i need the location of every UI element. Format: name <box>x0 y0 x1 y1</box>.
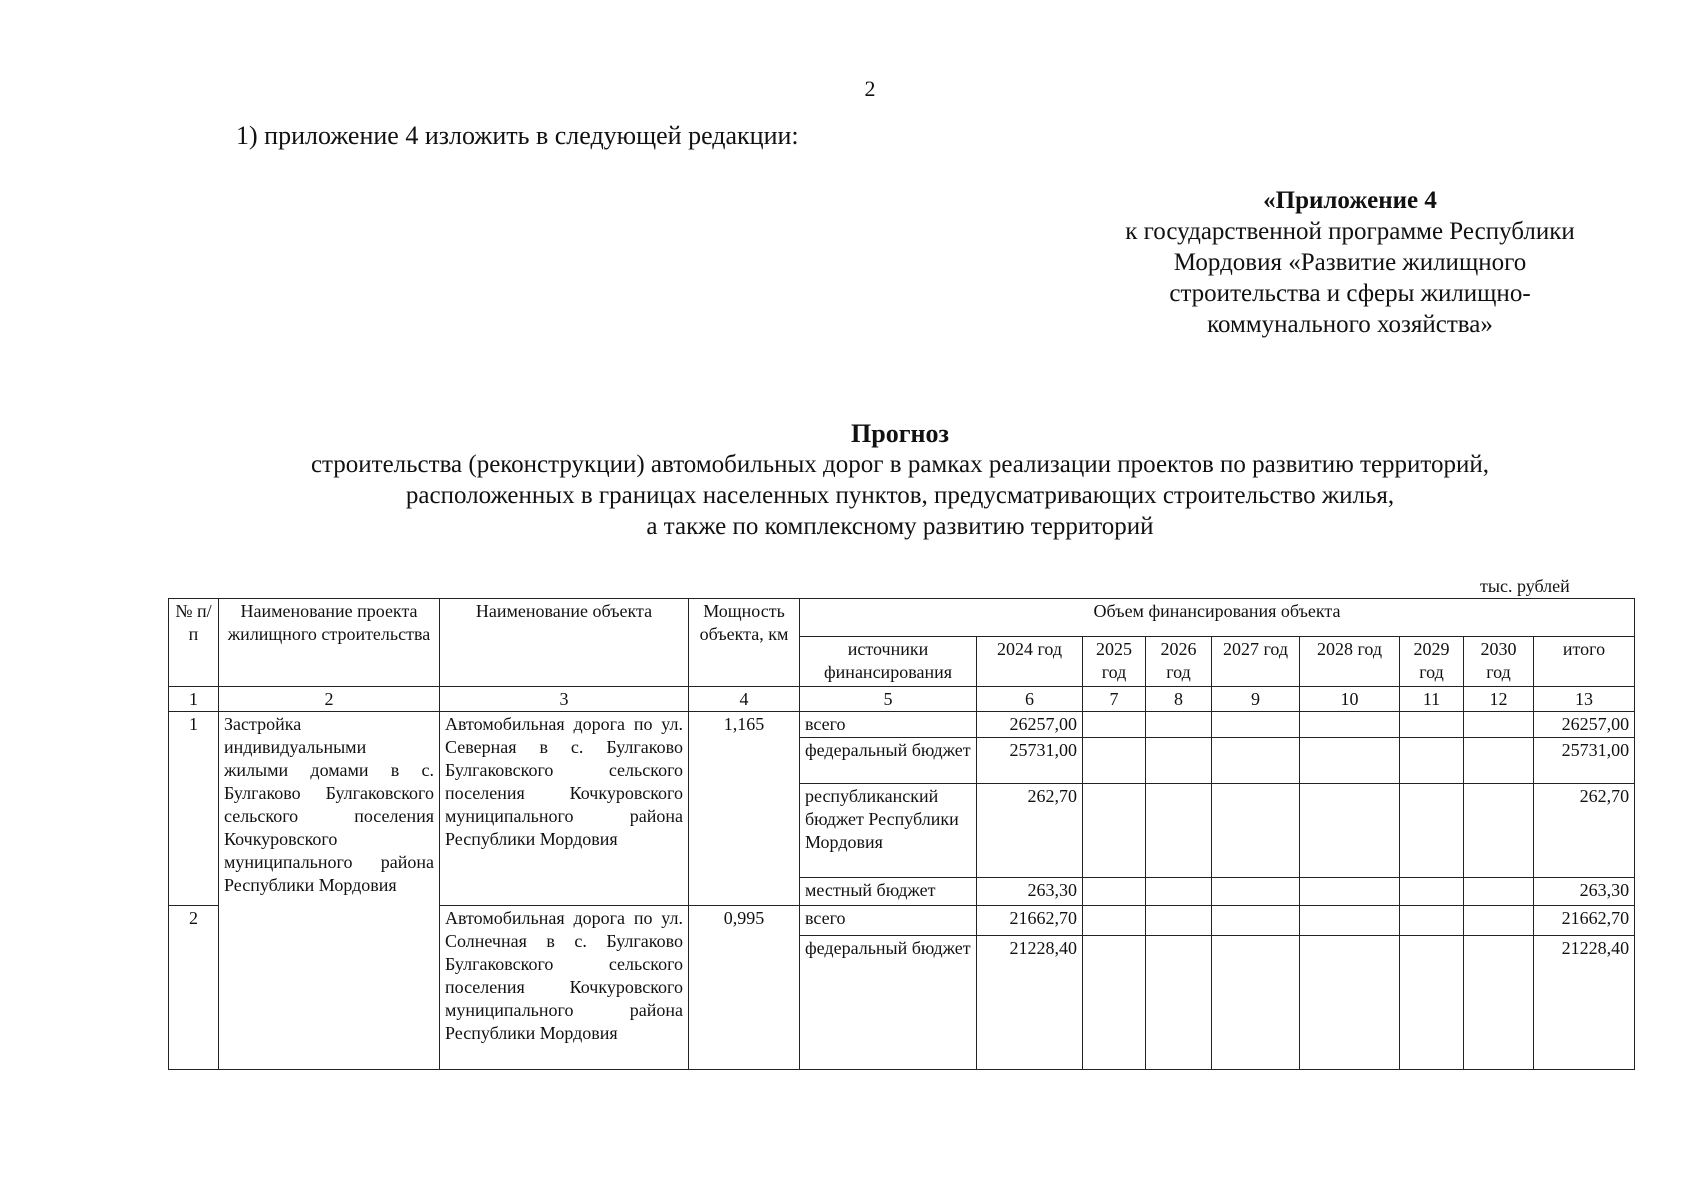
object-num: 1 <box>169 712 219 906</box>
appendix-line: коммунального хозяйства» <box>1207 311 1493 338</box>
header-total: итого <box>1534 637 1635 687</box>
column-number: 4 <box>689 687 800 712</box>
appendix-line: Мордовия «Развитие жилищного <box>1173 249 1527 276</box>
value-2027 <box>1212 738 1300 784</box>
value-2024: 262,70 <box>977 784 1083 878</box>
header-sources: источники финансирования <box>800 637 977 687</box>
value-total: 25731,00 <box>1534 738 1635 784</box>
document-heading <box>200 418 1600 542</box>
value-2029 <box>1400 712 1464 738</box>
object-num: 2 <box>169 906 219 1070</box>
funding-source: всего <box>800 906 977 936</box>
column-number: 9 <box>1212 687 1300 712</box>
value-2026 <box>1146 784 1212 878</box>
value-2027 <box>1212 878 1300 906</box>
value-2025 <box>1083 712 1146 738</box>
header-2028: 2028 год <box>1300 637 1400 687</box>
value-2025 <box>1083 936 1146 1070</box>
object-name: Автомобильная дорога по ул. Солнечная в с. Булгаково Булгаковского сельского поселения Кочкуровского муниципального района Республики Мордовия <box>440 906 689 1070</box>
value-2029 <box>1400 936 1464 1070</box>
value-2030 <box>1464 878 1534 906</box>
column-number: 3 <box>440 687 689 712</box>
value-2028 <box>1300 784 1400 878</box>
funding-source: всего <box>800 712 977 738</box>
column-number: 11 <box>1400 687 1464 712</box>
header-2030: 2030 год <box>1464 637 1534 687</box>
object-capacity: 0,995 <box>689 906 800 1070</box>
value-2027 <box>1212 784 1300 878</box>
column-number: 13 <box>1534 687 1635 712</box>
value-2024: 25731,00 <box>977 738 1083 784</box>
column-number: 7 <box>1083 687 1146 712</box>
column-number: 10 <box>1300 687 1400 712</box>
value-2029 <box>1400 784 1464 878</box>
object-capacity: 1,165 <box>689 712 800 906</box>
value-2030 <box>1464 712 1534 738</box>
heading-line: расположенных в границах населенных пунктов, предусматривающих строительство жилья, <box>405 482 1395 509</box>
column-number: 2 <box>219 687 440 712</box>
column-number: 12 <box>1464 687 1534 712</box>
appendix-line: строительства и сферы жилищно- <box>1169 280 1531 307</box>
header-2027: 2027 год <box>1212 637 1300 687</box>
intro-text: 1) приложение 4 изложить в следующей редакции: <box>236 121 799 150</box>
unit-label: тыс. рублей <box>1480 576 1570 596</box>
header-capacity: Мощность объекта, км <box>689 599 800 687</box>
column-number: 1 <box>169 687 219 712</box>
appendix-title: «Приложение 4 <box>1263 187 1437 214</box>
value-2030 <box>1464 906 1534 936</box>
value-2030 <box>1464 738 1534 784</box>
appendix-line: к государственной программе Республики <box>1125 218 1575 245</box>
value-total: 263,30 <box>1534 878 1635 906</box>
heading-title: Прогноз <box>851 419 949 448</box>
value-2030 <box>1464 784 1534 878</box>
value-2026 <box>1146 878 1212 906</box>
value-2025 <box>1083 784 1146 878</box>
funding-source: федеральный бюджет <box>800 936 977 1070</box>
project-name: Застройка индивидуальными жилыми домами в с. Булгаково Булгаковского сельского поселения Кочкуровского муниципального района Республики Мордовия <box>219 712 440 1070</box>
value-2026 <box>1146 738 1212 784</box>
page-number: 2 <box>864 76 876 101</box>
funding-source: республиканский бюджет Республики Мордовия <box>800 784 977 878</box>
value-2029 <box>1400 878 1464 906</box>
value-total: 26257,00 <box>1534 712 1635 738</box>
value-2024: 26257,00 <box>977 712 1083 738</box>
funding-source: местный бюджет <box>800 878 977 906</box>
value-2025 <box>1083 878 1146 906</box>
header-row <box>169 599 1635 637</box>
header-2024: 2024 год <box>977 637 1083 687</box>
value-2029 <box>1400 906 1464 936</box>
value-2027 <box>1212 936 1300 1070</box>
value-2027 <box>1212 712 1300 738</box>
value-2026 <box>1146 906 1212 936</box>
value-2024: 263,30 <box>977 878 1083 906</box>
heading-line: строительства (реконструкции) автомобильных дорог в рамках реализации проектов по развитию территорий, <box>310 451 1490 478</box>
value-2028 <box>1300 738 1400 784</box>
value-2024: 21662,70 <box>977 906 1083 936</box>
object-name: Автомобильная дорога по ул. Северная в с. Булгаково Булгаковского сельского поселения Кочкуровского муниципального района Республики Мордовия <box>440 712 689 906</box>
value-total: 262,70 <box>1534 784 1635 878</box>
column-number: 8 <box>1146 687 1212 712</box>
value-2024: 21228,40 <box>977 936 1083 1070</box>
value-2030 <box>1464 936 1534 1070</box>
column-number: 5 <box>800 687 977 712</box>
column-number-row <box>169 687 1635 712</box>
header-2029: 2029 год <box>1400 637 1464 687</box>
value-2026 <box>1146 936 1212 1070</box>
header-2026: 2026 год <box>1146 637 1212 687</box>
appendix-block <box>1070 185 1630 340</box>
financing-table <box>168 598 1635 1070</box>
value-2028 <box>1300 878 1400 906</box>
header-2025: 2025 год <box>1083 637 1146 687</box>
heading-line: а также по комплексному развитию территорий <box>646 513 1154 540</box>
value-2025 <box>1083 906 1146 936</box>
value-2028 <box>1300 906 1400 936</box>
value-2026 <box>1146 712 1212 738</box>
value-2025 <box>1083 738 1146 784</box>
header-num: № п/п <box>169 599 219 687</box>
value-total: 21662,70 <box>1534 906 1635 936</box>
value-2029 <box>1400 738 1464 784</box>
value-2027 <box>1212 906 1300 936</box>
header-object: Наименование объекта <box>440 599 689 687</box>
column-number: 6 <box>977 687 1083 712</box>
header-funding-group: Объем финансирования объекта <box>800 599 1635 637</box>
funding-source: федеральный бюджет <box>800 738 977 784</box>
value-2028 <box>1300 936 1400 1070</box>
value-2028 <box>1300 712 1400 738</box>
table-row <box>169 712 1635 738</box>
header-project: Наименование проекта жилищного строительства <box>219 599 440 687</box>
value-total: 21228,40 <box>1534 936 1635 1070</box>
